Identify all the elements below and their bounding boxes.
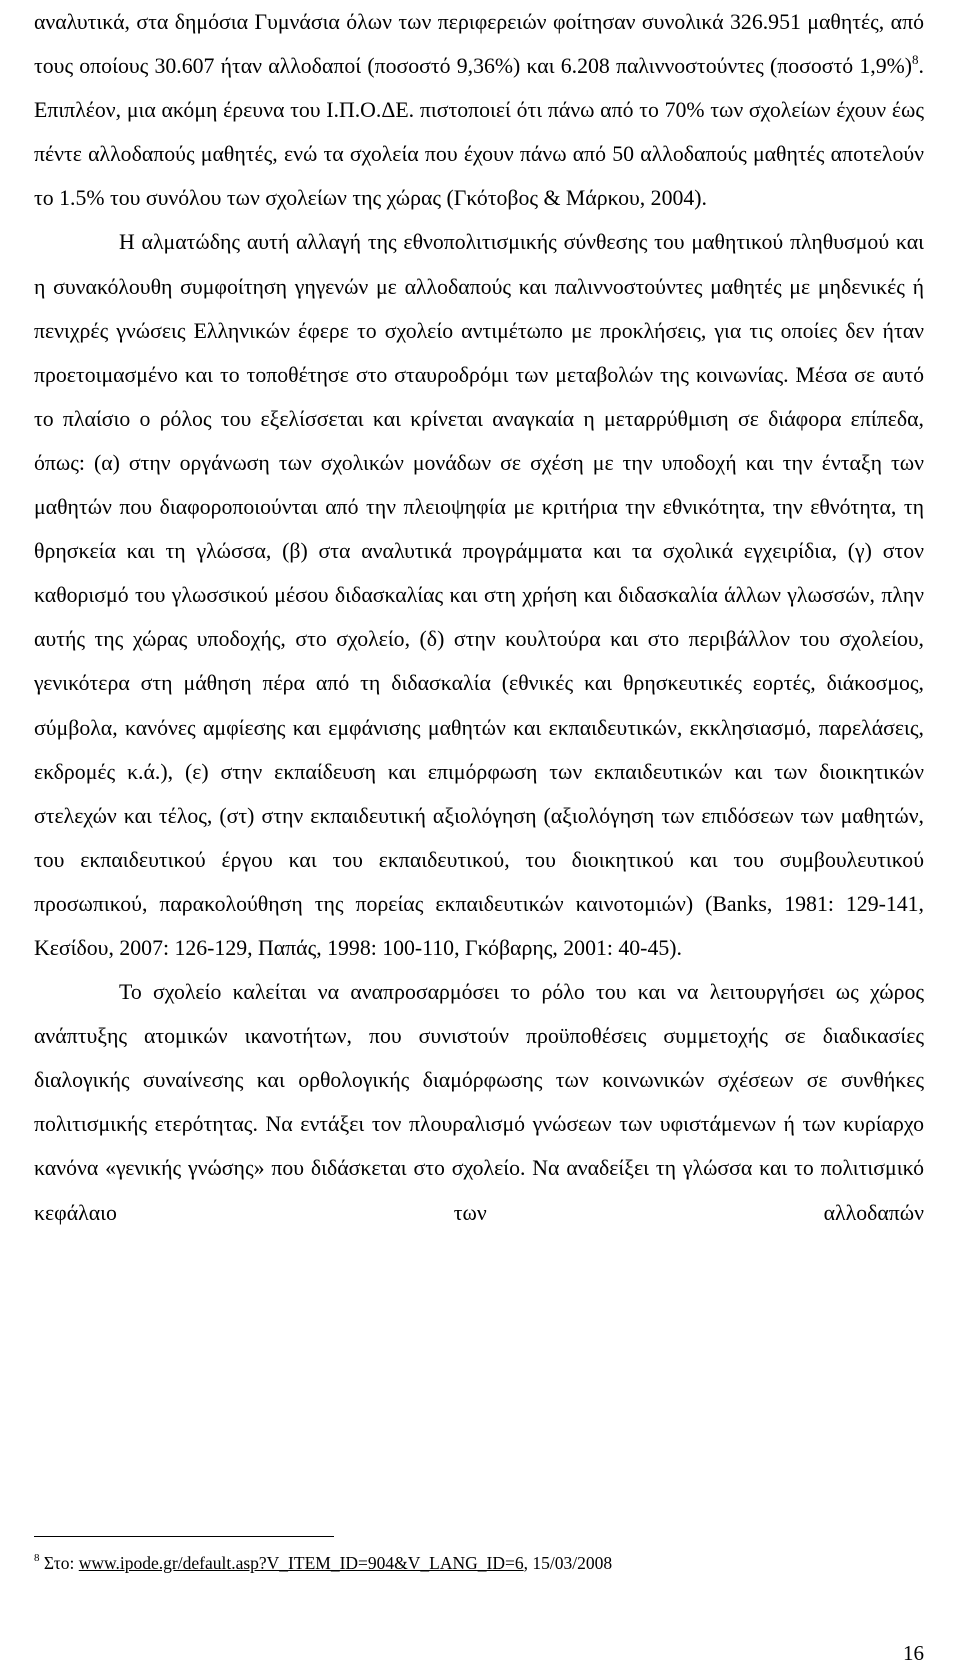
paragraph-1 (34, 0, 924, 220)
footnote-date: , 15/03/2008 (523, 1553, 613, 1573)
body-text (34, 0, 924, 1235)
paragraph-1-text-end: . Επιπλέον, μια ακόμη έρευνα του Ι.Π.Ο.ΔΕ. πιστοποιεί ότι πάνω από το 70% των σχολείων έχουν έως πέντε αλλοδαπούς μαθητές, ενώ τα σχολεία που έχουν πάνω από 50 αλλοδαπούς μαθητές αποτελούν το 1.5% του συνόλου των σχολείων της χώρας (Γκότοβος & Μάρκου, 2004). (34, 54, 924, 211)
paragraph-3: Το σχολείο καλείται να αναπροσαρμόσει το ρόλο του και να λειτουργήσει ως χώρος ανάπτυξης ατομικών ικανοτήτων, που συνιστούν προϋποθέσεις συμμετοχής σε διαδικασίες διαλογικής συναίνεσης και ορθολογικής διαμόρφωσης των κοινωνικών σχέσεων σε συνθήκες πολιτισμικής ετερότητας. Να εντάξει τον πλουραλισμό γνώσεων των υφιστάμενων ή των κυρίαρχο κανόνα «γενικής γνώσης» που διδάσκεται στο σχολείο. Να αναδείξει τη γλώσσα και το πολιτισμικό κεφάλαιο των αλλοδαπών (34, 980, 924, 1225)
footnote-prefix: Στο: (39, 1553, 79, 1573)
document-page (34, 0, 924, 1678)
footnote-8 (34, 1551, 924, 1575)
footnote-reference-8[interactable]: 8 (912, 52, 919, 68)
paragraph-2: Η αλματώδης αυτή αλλαγή της εθνοπολιτισμικής σύνθεσης του μαθητικού πληθυσμού και η συνακόλουθη συμφοίτηση γηγενών με αλλοδαπούς και παλιννοστούντες μαθητές με μηδενικές ή πενιχρές γνώσεις Ελληνικών έφερε το σχολείο αντιμέτωπο με προκλήσεις, για τις οποίες δεν ήταν προετοιμασμένο και το τοποθέτησε στο σταυροδρόμι των μεταβολών της κοινωνίας. Μέσα σε αυτό το πλαίσιο ο ρόλος του εξελίσσεται και κρίνεται αναγκαία η μεταρρύθμιση σε διάφορα επίπεδα, όπως: (α) στην οργάνωση των σχολικών μονάδων σε σχέση με την υποδοχή και την ένταξη των μαθητών που διαφοροποιούνται από την πλειοψηφία με κριτήρια την εθνικότητα, την εθνότητα, τη θρησκεία και τη γλώσσα, (β) στα αναλυτικά προγράμματα και τα σχολικά εγχειρίδια, (γ) στον καθορισμό του γλωσσικού μέσου διδασκαλίας και στη χρήση και διδασκαλία άλλων γλωσσών, πλην αυτής της χώρας υποδοχής, στο σχολείο, (δ) στην κουλτούρα και στο περιβάλλον του σχολείου, γενικότερα στη μάθηση πέρα από τη διδασκαλία (εθνικές και θρησκευτικές εορτές, διάκοσμος, σύμβολα, κανόνες αμφίεσης και εμφάνισης μαθητών και εκπαιδευτικών, εκκλησιασμό, παρελάσεις, εκδρομές κ.ά.), (ε) στην εκπαίδευση και επιμόρφωση των εκπαιδευτικών και των διοικητικών στελεχών και τέλος, (στ) στην εκπαιδευτική αξιολόγηση (αξιολόγηση των επιδόσεων των μαθητών, του εκπαιδευτικού έργου και του εκπαιδευτικού, του διοικητικού και του συμβουλευτικού προσωπικού, παρακολούθηση της πορείας εκπαιδευτικών καινοτομιών) (Banks, 1981: 129-141, Κεσίδου, 2007: 126-129, Παπάς, 1998: 100-110, Γκόβαρης, 2001: 40-45). (34, 230, 924, 960)
footnote-url-link[interactable]: www.ipode.gr/default.asp?V_ITEM_ID=904&V_LANG_ID=6 (78, 1553, 524, 1573)
footnote-marker: 8 (34, 1552, 40, 1564)
paragraph-1-text-start: αναλυτικά, στα δημόσια Γυμνάσια όλων των περιφερειών φοίτησαν συνολικά 326.951 μαθητές, από τους οποίους 30.607 ήταν αλλοδαποί (ποσοστό 9,36%) και 6.208 παλιννοστούντες (ποσοστό 1,9%) (34, 10, 924, 79)
footnote-separator (34, 1536, 334, 1537)
page-number: 16 (903, 1641, 924, 1665)
